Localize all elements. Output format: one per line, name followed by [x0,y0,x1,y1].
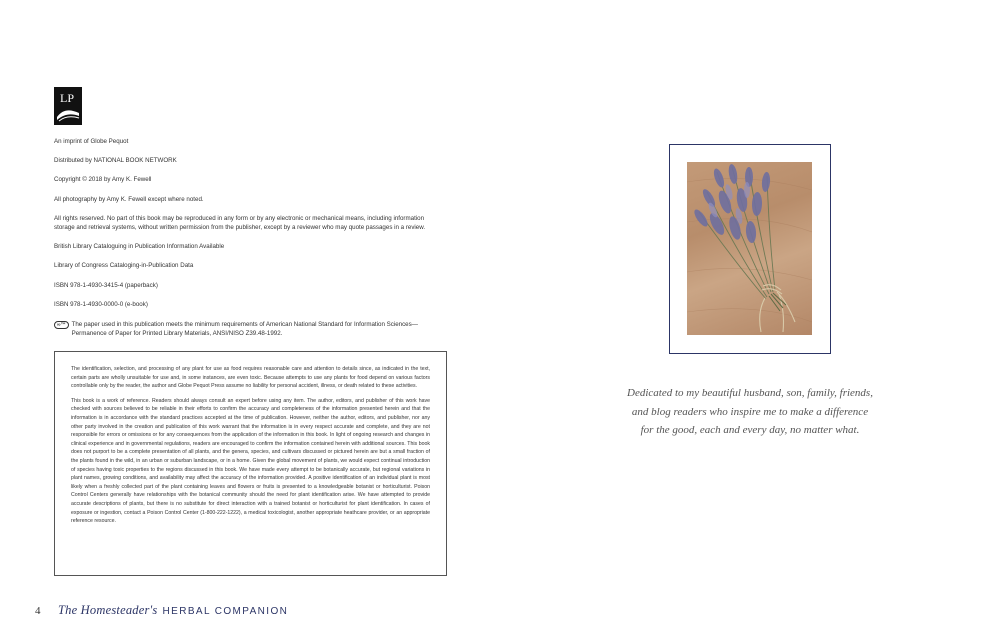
isbn-ebook-line: ISBN 978-1-4930-0000-0 (e-book) [54,301,148,309]
disclaimer-paragraph-2: This book is a work of reference. Readers should always consult an expert before using any item. The author, editors, and publisher of this work have checked with sources believed to be reliable in their efforts to confirm the accuracy and completeness of the information presented herein and that the information is in accordance with the standard practices accepted at the time of publication. However, neither the author, editors, and publisher, nor any other party involved in the creation and publication of this work warrant that the information is in every respect accurate and complete, and they are not responsible for errors or omissions or for any consequences from the application of the information in this book. In light of ongoing research and changes in clinical experience and in governmental regulations, readers are encouraged to confirm the information contained herein with additional sources. This book does not purport to be a complete presentation of all plants, and the genera, species, and cultivars discussed or pictured herein are but a small fraction of the plants found in the wild, in an urban or suburban landscape, or in a home. Given the global movement of plants, we would expect continual introduction of species having toxic properties to the regions discussed in this book. We have made every attempt to be botanically accurate, but regional variations in plant names, growing conditions, and availability may affect the accuracy of the information provided. A positive identification of an individual plant is most likely when a freshly collected part of the plant containing leaves and flowers or fruits is presented to a knowledgeable botanist or horticulturist. Poison Control Centers generally have relationships with the botanical community should the need for plant identification arise. We have attempted to provide accurate descriptions of plants, but there is no substitute for direct interaction with a trained botanist or horticulturist for plant identification. In cases of exposure or ingestion, contact a Poison Control Center (1-800-222-1222), a medical toxicologist, another appropriate heathcare provider, or an appropriate reference resource. [71,397,430,525]
disclaimer-box [54,351,447,576]
paper-statement [54,320,444,338]
imprint-line: An imprint of Globe Pequot [54,138,129,145]
british-library-line: British Library Cataloguing in Publication Information Available [54,243,225,251]
dedication-line-2: and blog readers who inspire me to make a difference [631,405,869,418]
copyright-line: Copyright © 2018 by Amy K. Fewell [54,176,152,184]
rights-paragraph: All rights reserved. No part of this book may be reproduced in any form or by any electronic or mechanical means, including information storage and retrieval systems, without written permission from the publisher, except by a reviewer who may quote passages in a review. [54,214,426,232]
running-head [58,603,288,618]
lavender-photo [687,162,812,335]
publisher-logo [54,87,82,125]
dedication-line-1: Dedicated to my beautiful husband, son, family, friends, [627,387,873,399]
isbn-paperback-line: ISBN 978-1-4930-3415-4 (paperback) [54,281,158,289]
loc-line: Library of Congress Cataloging-in-Publication Data [54,262,194,270]
photo-frame [669,144,831,354]
paper-statement-text: The paper used in this publication meets the minimum requirements of American National Standard for Information Sciences—Permanence of Paper for Printed Library Materials, ANSI/NISO Z39.48-1992. [71,321,418,338]
permanence-symbol: ∞™ [54,321,69,329]
logo-letters: LP [60,91,75,105]
running-head-script: The Homesteader's [58,603,158,617]
dedication-line-3: for the good, each and every day, no matter what. [640,424,860,436]
copyright-block [54,137,444,338]
page-number: 4 [35,605,41,617]
photography-line: All photography by Amy K. Fewell except where noted. [54,195,204,203]
dedication [610,384,890,440]
distributor-line: Distributed by NATIONAL BOOK NETWORK [54,157,177,165]
running-head-caps: HERBAL COMPANION [162,606,289,617]
disclaimer-paragraph-1: The identification, selection, and processing of any plant for use as food requires reasonable care and attention to details since, as indicated in the text, certain parts are wholly unsuitable for use and, in some instances, are even toxic. Because attempts to use any plants for food depend on various factors controllable only by the reader, the author and Globe Pequot Press assume no liability for personal accident, illness, or death related to these activities. [71,366,430,390]
